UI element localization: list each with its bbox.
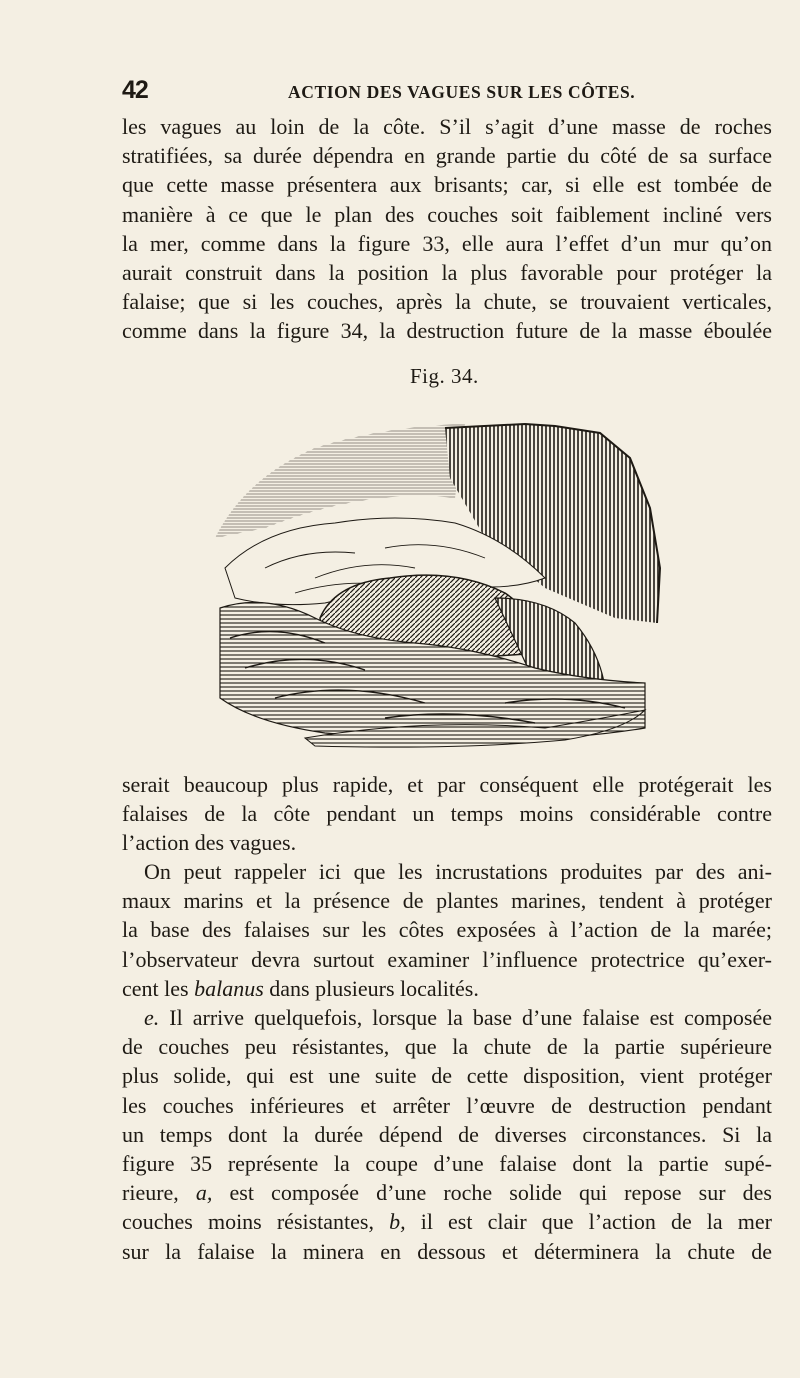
text-line: maux marins et la présence de plantes marines, tendent à protéger [122, 888, 772, 914]
text-fragment: dans plusieurs localités. [263, 975, 479, 1001]
running-head: ACTION DES VAGUES SUR LES CÔTES. [288, 82, 636, 102]
text-line: plus solide, qui est une suite de cette disposition, vient protéger [122, 1063, 772, 1089]
text-line [122, 1178, 772, 1207]
text-line: un temps dont la durée dépend de diverses circonstances. Si la [122, 1121, 772, 1147]
text-line [122, 1003, 772, 1032]
text-fragment: est composée d’une roche solide qui repose sur des [212, 1180, 772, 1206]
text-line: que cette masse présentera aux brisants; car, si elle est tombée de [122, 172, 772, 198]
text-fragment: il est clair que l’action de la mer [405, 1209, 772, 1235]
text-line: les vagues au loin de la côte. S’il s’agit d’une masse de roches [122, 114, 772, 139]
text-fragment: rieure, [122, 1180, 196, 1206]
text-line: aurait construit dans la position la plus favorable pour protéger la [122, 260, 772, 286]
page-header [122, 76, 772, 110]
text-line: sur la falaise la minera en dessous et déterminera la chute de [122, 1238, 772, 1264]
text-line: serait beaucoup plus rapide, et par conséquent elle protégerait les [122, 772, 772, 797]
genus-name: balanus [194, 975, 264, 1001]
paragraph-4 [122, 1003, 772, 1266]
figure-34-illustration [205, 418, 665, 752]
paragraph-1 [122, 112, 772, 346]
text-line: la mer, comme dans la figure 33, elle aura l’effet d’un mur qu’on [122, 230, 772, 256]
text-line [122, 974, 772, 1003]
cliff-engraving [205, 418, 665, 748]
text-line [122, 1207, 772, 1236]
text-fragment: cent les [122, 975, 195, 1001]
paragraph-3 [122, 857, 772, 1003]
text-line: comme dans la figure 34, la destruction future de la masse éboulée [122, 318, 772, 344]
figure-label-a: a, [195, 1180, 213, 1206]
section-label: e. [144, 1005, 160, 1030]
text-line: stratifiées, sa durée dépendra en grande partie du côté de sa surface [122, 143, 772, 169]
text-fragment: Il arrive quelquefois, lorsque la base d’une falaise est composée [159, 1005, 772, 1030]
text-fragment: couches moins résistantes, [122, 1209, 390, 1235]
text-line: On peut rappeler ici que les incrustations produites par des ani- [144, 859, 772, 884]
text-line: de couches peu résistantes, que la chute de la partie supérieure [122, 1034, 772, 1060]
figure-caption: Fig. 34. [410, 364, 479, 388]
text-line: manière à ce que le plan des couches soit faiblement incliné vers [122, 201, 772, 227]
text-line: la base des falaises sur les côtes exposées à l’action de la marée; [122, 917, 772, 943]
text-line: les couches inférieures et arrêter l’œuvre de destruction pendant [122, 1092, 772, 1118]
text-line: falaises de la côte pendant un temps moins considérable contre [122, 801, 772, 827]
text-line: l’observateur devra surtout examiner l’influence protectrice qu’exer- [122, 946, 772, 972]
text-line: figure 35 représente la coupe d’une falaise dont la partie supé- [122, 1151, 772, 1177]
figure-label-b: b, [389, 1209, 406, 1235]
page-number: 42 [122, 76, 148, 104]
text-line: l’action des vagues. [122, 830, 297, 856]
text-line: falaise; que si les couches, après la chute, se trouvaient verticales, [122, 289, 772, 315]
paragraph-2 [122, 770, 772, 858]
